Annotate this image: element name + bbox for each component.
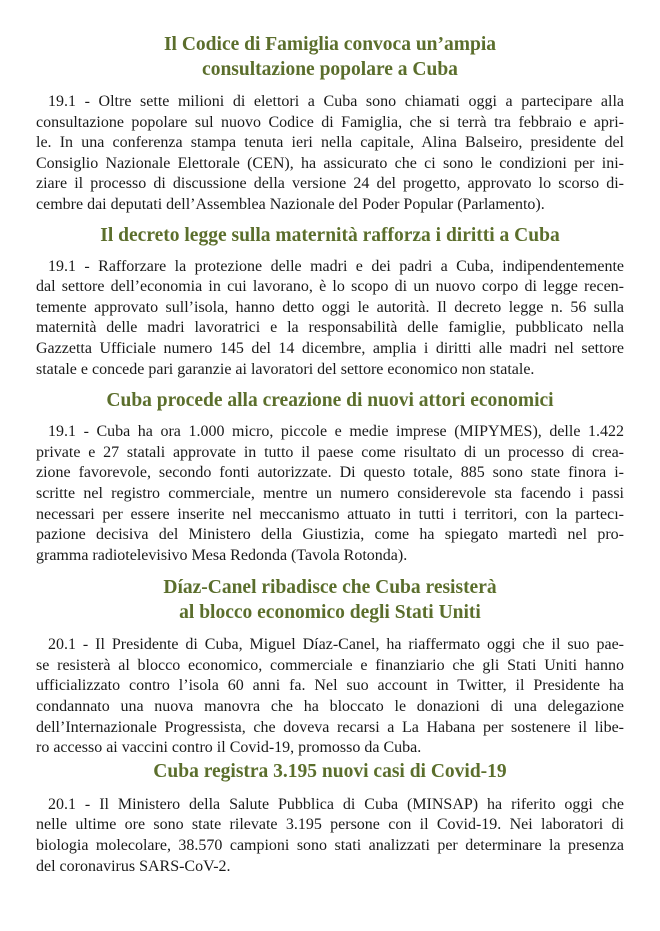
body-line: consultazione popolare sul nuovo Codice di Famiglia, che si terrà tra febbraio e apri- — [36, 113, 624, 131]
headline-line: Díaz-Canel ribadisce che Cuba resisterà — [163, 577, 497, 599]
article-economic-actors — [36, 388, 624, 566]
body-line: del coronavirus SARS-CoV-2. — [36, 857, 231, 875]
body-line: gramma radiotelevisivo Mesa Redonda (Tavola Rotonda). — [36, 546, 408, 564]
body-line: 19.1 - Rafforzare la protezione delle madri e dei padri a Cuba, indipendentemente — [48, 257, 624, 275]
article-headline — [36, 223, 624, 248]
headline-line: consultazione popolare a Cuba — [202, 59, 458, 80]
headline-line: Il Codice di Famiglia convoca un’ampia — [163, 34, 497, 55]
headline-line: Cuba procede alla creazione di nuovi attori economici — [106, 390, 554, 412]
article-covid-cases — [36, 759, 624, 877]
headline-line: Il decreto legge sulla maternità rafforza i diritti a Cuba — [100, 224, 560, 246]
article-body — [36, 92, 624, 216]
body-line: ziare il processo di discussione della versione 24 del progetto, approvato lo scorso di- — [36, 175, 624, 193]
body-line: temente approvato sull’isola, hanno detto oggi le autorità. Il decreto legge n. 56 sulla — [36, 298, 624, 316]
body-line: Gazzetta Ufficiale numero 145 del 14 dicembre, amplia i diritti alle madri nel settore — [36, 339, 624, 357]
body-line: pazione decisiva del Ministero della Giustizia, come ha spiegato martedì nel pro- — [36, 526, 624, 544]
article-body — [36, 635, 624, 759]
body-line: scritte nel registro commerciale, mentre un numero considerevole sta facendo i passi — [36, 484, 624, 502]
article-family-code — [36, 32, 624, 216]
body-line: zione favorevole, secondo fonti autorizzate. Di questo totale, 885 sono state finora i- — [36, 464, 624, 482]
body-line: private e 27 statali approvate in tutto il paese come risultato di un processo di crea- — [36, 443, 624, 461]
article-headline — [36, 32, 624, 82]
body-line: le. In una conferenza stampa tenuta ieri nella capitale, Alina Balseiro, presidente del — [36, 134, 624, 152]
article-body — [36, 795, 624, 877]
headline-line: Cuba registra 3.195 nuovi casi di Covid-19 — [153, 760, 507, 782]
article-body — [36, 257, 624, 381]
article-headline — [36, 575, 624, 625]
body-line: se resisterà al blocco economico, commerciale e finanziario che gli Stati Uniti hanno — [36, 656, 624, 674]
body-line: 20.1 - Il Presidente di Cuba, Miguel Díaz-Canel, ha riaffermato oggi che il suo pae- — [48, 636, 624, 654]
article-headline — [36, 759, 624, 784]
body-line: ro accesso ai vaccini contro il Covid-19, promosso da Cuba. — [36, 739, 422, 757]
body-line: 20.1 - Il Ministero della Salute Pubblica di Cuba (MINSAP) ha riferito oggi che — [48, 795, 624, 813]
body-line: Consiglio Nazionale Elettorale (CEN), ha assicurato che ci sono le condizioni per ini- — [36, 154, 624, 172]
body-line: biologia molecolare, 38.570 campioni sono stati analizzati per determinare la presenza — [36, 837, 624, 855]
body-line: 19.1 - Oltre sette milioni di elettori a Cuba sono chiamati oggi a partecipare alla — [48, 93, 624, 110]
body-line: condannato una nuova manovra che ha bloccato le donazioni di una delegazione — [36, 698, 624, 716]
body-line: 19.1 - Cuba ha ora 1.000 micro, piccole e medie imprese (MIPYMES), delle 1.422 — [48, 423, 624, 441]
news-page — [36, 32, 624, 877]
body-line: cembre dai deputati dell’Assemblea Nazionale del Poder Popular (Parlamento). — [36, 195, 545, 213]
article-headline — [36, 388, 624, 413]
headline-line: al blocco economico degli Stati Uniti — [179, 602, 481, 624]
article-diaz-canel-blockade — [36, 575, 624, 759]
body-line: dal settore dell’economia in cui lavorano, è lo scopo di un nuovo corpo di legge recen- — [36, 278, 624, 296]
body-line: statale e concede pari garanzie ai lavoratori del settore economico non statale. — [36, 360, 535, 378]
body-line: dell’Internazionale Progressista, che doveva recarsi a La Habana per sostenere il libe- — [36, 718, 624, 736]
article-body — [36, 422, 624, 566]
body-line: necessari per essere inserite nel meccanismo attuato in tutti i territori, con la partecı- — [36, 505, 624, 523]
body-line: ufficializzato contro l’isola 60 anni fa. Nel suo account in Twitter, il Presidente ha — [36, 677, 624, 695]
body-line: nelle ultime ore sono state rilevate 3.195 persone con il Covid-19. Nei laboratori di — [36, 816, 624, 834]
body-line: maternità delle madri lavoratrici e la responsabilità delle famiglie, pubblicato nella — [36, 319, 624, 337]
article-maternity-decree — [36, 223, 624, 381]
